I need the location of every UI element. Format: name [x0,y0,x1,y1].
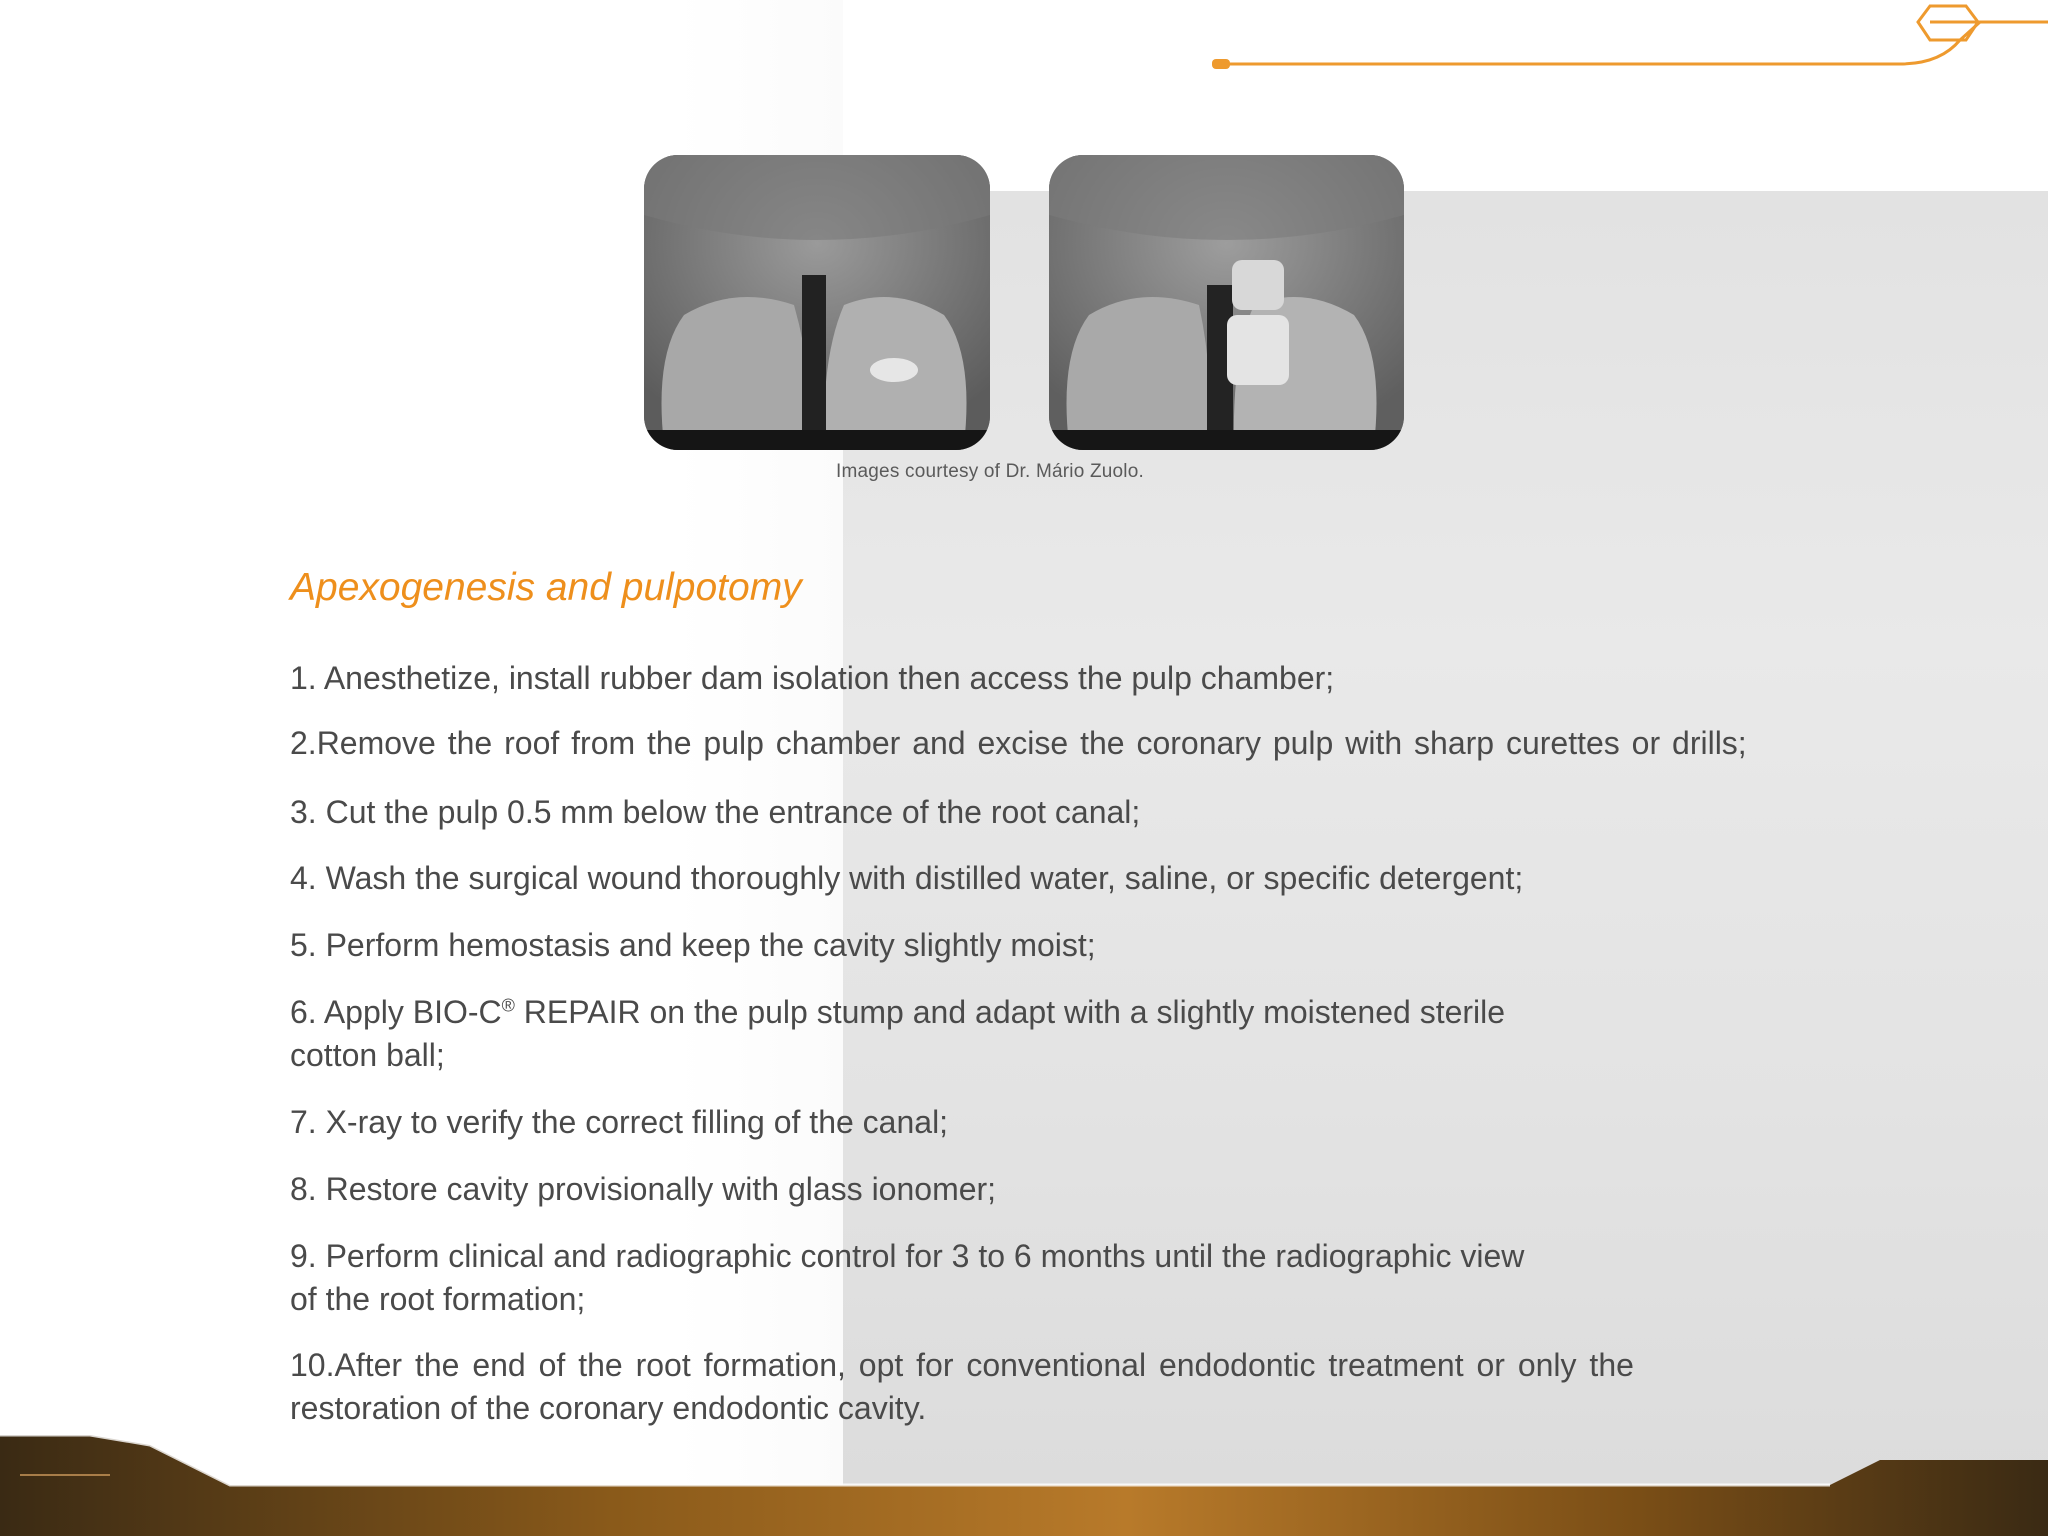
step-text-continued: restoration of the coronary endodontic cavity. [290,1390,927,1426]
list-item [290,991,1870,1077]
step-text: 7. X-ray to verify the correct filling of the canal; [290,1104,949,1140]
section-title: Apexogenesis and pulpotomy [290,566,802,609]
step-text: 1. Anesthetize, install rubber dam isolation then access the pulp chamber; [290,660,1335,696]
registered-mark: ® [501,995,515,1016]
step-text: 3. Cut the pulp 0.5 mm below the entrance of the root canal; [290,794,1141,830]
step-text: 10.After the end of the root formation, opt for conventional endodontic treatment or only the [290,1347,1634,1383]
list-item [290,722,1870,765]
step-text: 4. Wash the surgical wound thoroughly with distilled water, saline, or specific detergent; [290,860,1524,896]
list-item [290,657,1870,700]
list-item [290,1235,1870,1321]
image-caption: Images courtesy of Dr. Mário Zuolo. [836,461,1144,482]
step-text-continued: of the root formation; [290,1281,586,1317]
step-text-continued: cotton ball; [290,1037,445,1073]
list-item [290,857,1870,900]
bottom-decorative-band [0,1425,2048,1536]
step-text: 5. Perform hemostasis and keep the cavity slightly moist; [290,927,1096,963]
step-text: REPAIR on the pulp stump and adapt with a slightly moistened sterile [514,994,1506,1030]
step-text: 2.Remove the roof from the pulp chamber and excise the coronary pulp with sharp curettes or drills; [290,725,1747,761]
step-text: 6. Apply BIO-C [290,994,502,1030]
list-item [290,1168,1870,1211]
step-text: 8. Restore cavity provisionally with glass ionomer; [290,1171,997,1207]
connector-dot-icon [1212,59,1230,69]
xray-image-after [1049,155,1404,450]
list-item [290,1344,1870,1430]
step-text: 9. Perform clinical and radiographic control for 3 to 6 months until the radiographic view [290,1238,1525,1274]
list-item [290,924,1870,967]
top-ornament-line [1200,0,2048,80]
procedure-steps-list [290,650,1870,1430]
list-item [290,1101,1870,1144]
list-item [290,791,1870,834]
xray-image-before [644,155,990,450]
